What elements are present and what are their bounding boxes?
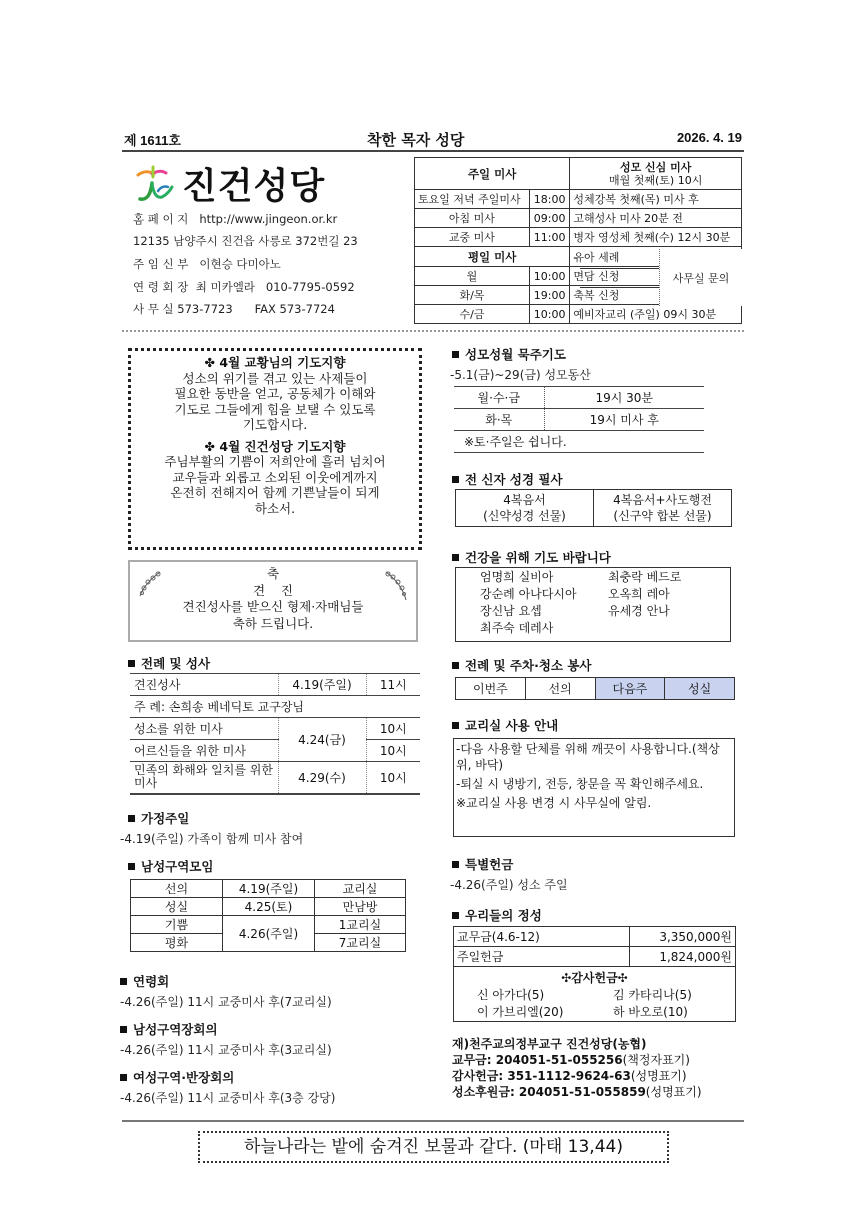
rosary-note: ※토·주일은 쉽니다. xyxy=(454,431,704,453)
classroom-heading: 교리실 사용 안내 xyxy=(452,716,558,734)
bullet-square-icon xyxy=(120,978,127,985)
masthead xyxy=(122,130,744,152)
bullet-square-icon xyxy=(452,554,459,561)
account-note: (성명표기) xyxy=(630,1069,687,1083)
classroom-notice-box xyxy=(453,738,735,837)
footer-divider xyxy=(122,1120,744,1122)
parish-name: 진건성당 xyxy=(182,165,326,207)
rite-name: 민족의 화해와 일치를 위한 미사 xyxy=(130,762,278,794)
rite-name: 어르신들을 위한 미사 xyxy=(130,740,278,762)
bible-item: 4복음서+사도행전 xyxy=(613,493,712,507)
sacred-heart-header: 성모 신심 미사 xyxy=(619,160,692,174)
rosary-days: 월·수·금 xyxy=(454,387,544,409)
table-row xyxy=(454,409,704,431)
classroom-rule: ※교리실 사용 변경 시 사무실에 알림. xyxy=(456,796,652,810)
divider xyxy=(580,268,659,269)
rosary-table xyxy=(454,386,704,453)
table-row xyxy=(130,718,420,740)
mass-row xyxy=(415,305,742,324)
person-name: 엄명희 실비아 xyxy=(480,570,554,584)
mass-row xyxy=(415,209,742,228)
notice-line: -4.26(주일) 11시 교중미사 후(3교리실) xyxy=(120,1043,332,1057)
divider xyxy=(580,287,659,288)
special-offering-heading: 특별헌금 xyxy=(452,855,513,873)
person-name: 강순례 아나다시아 xyxy=(480,587,577,601)
section-divider xyxy=(122,330,744,332)
person-name: 장신남 요셉 xyxy=(480,604,542,618)
pope-intention-line: 기도합시다. xyxy=(242,417,308,432)
congrats-subtitle: 견 진 xyxy=(252,582,294,598)
bullet-square-icon xyxy=(128,660,135,667)
table-row xyxy=(454,947,736,967)
bullet-square-icon xyxy=(452,476,459,483)
parish-intention-line: 온전히 전해지어 함께 기쁜날들이 되게 xyxy=(170,485,380,500)
bible-item: 4복음서 xyxy=(503,493,546,507)
account-note: (책정자표기) xyxy=(622,1053,690,1067)
table-row xyxy=(130,674,420,696)
rite-name: 견진성사 xyxy=(130,674,278,696)
duty-table xyxy=(455,677,735,700)
rite-time: 10시 xyxy=(366,740,420,762)
table-row xyxy=(130,696,420,718)
this-week-group: 선의 xyxy=(525,678,595,700)
offerings-table xyxy=(453,926,736,1022)
rite-table xyxy=(130,673,420,795)
group-name: 기쁨 xyxy=(131,916,223,934)
prayer-intentions-box xyxy=(128,348,422,550)
funeral-assoc-info: 연 령 회 장 최 미카엘라 010-7795-0592 xyxy=(133,280,355,294)
mens-district-table xyxy=(130,879,406,952)
rite-name: 성소를 위한 미사 xyxy=(130,718,278,740)
next-week-group: 성실 xyxy=(665,678,735,700)
mass-note: 성체강복 첫째(목) 미사 후 xyxy=(570,190,742,209)
bullet-square-icon xyxy=(120,1074,127,1081)
rite-celebrant: 주 례: 손희송 베네딕토 교구장님 xyxy=(130,696,420,718)
donor-name: 신 아가다(5) xyxy=(477,988,545,1002)
bible-gift: (신약성경 선물) xyxy=(483,509,566,523)
bible-heading: 전 신자 성경 필사 xyxy=(452,470,563,488)
mass-name: 교중 미사 xyxy=(415,228,530,247)
office-phone-info: 사 무 실 573-7723 FAX 573-7724 xyxy=(133,302,335,316)
mass-time: 18:00 xyxy=(529,190,570,209)
person-name: 오옥희 레아 xyxy=(608,587,670,601)
group-name: 평화 xyxy=(131,934,223,952)
rite-date: 4.29(수) xyxy=(278,762,366,794)
rosary-days: 화·목 xyxy=(454,409,544,431)
rite-date: 4.19(주일) xyxy=(278,674,366,696)
classroom-rule: -다음 사용할 단체를 위해 깨끗이 사용합니다.(책상 위, 바닥) xyxy=(456,742,720,772)
offerings-heading: 우리들의 정성 xyxy=(452,906,542,924)
rite-time: 10시 xyxy=(366,762,420,794)
mass-note: 고해성사 미사 20분 전 xyxy=(570,209,742,228)
bible-table xyxy=(455,489,732,527)
pastor-info: 주 임 신 부 이현승 다미아노 xyxy=(133,257,281,271)
congrats-box xyxy=(128,560,418,642)
table-row xyxy=(131,880,406,898)
meet-date: 4.26(주일) xyxy=(223,916,315,952)
this-week-label: 이번주 xyxy=(456,678,526,700)
meet-date: 4.25(토) xyxy=(223,898,315,916)
mass-name: 아침 미사 xyxy=(415,209,530,228)
mass-time: 11:00 xyxy=(529,228,570,247)
account-number: 성소후원금: 204051-51-055859 xyxy=(452,1085,646,1099)
bullet-square-icon xyxy=(452,351,459,358)
meet-place: 교리실 xyxy=(315,880,406,898)
rite-heading: 전례 및 성사 xyxy=(128,654,210,672)
person-name: 유세경 안나 xyxy=(608,604,670,618)
meet-place: 만남방 xyxy=(315,898,406,916)
rite-time: 10시 xyxy=(366,718,420,740)
mass-note: 축복 신청 xyxy=(573,289,620,302)
mass-row xyxy=(415,228,742,247)
bullet-square-icon xyxy=(452,722,459,729)
donor-name: 이 가브리엘(20) xyxy=(477,1005,564,1019)
table-row xyxy=(131,898,406,916)
rosary-heading: 성모성월 묵주기도 xyxy=(452,345,566,363)
mass-time: 10:00 xyxy=(529,267,570,286)
mass-row xyxy=(415,190,742,209)
mass-time: 09:00 xyxy=(529,209,570,228)
mass-note: 병자 영성체 첫째(수) 12시 30분 xyxy=(570,228,742,247)
classroom-rule: -퇴실 시 냉방기, 전등, 창문을 꼭 확인해주세요. xyxy=(456,777,704,791)
flower-ornament-icon xyxy=(136,566,164,602)
parish-intention-line: 하소서. xyxy=(254,500,296,516)
parish-intention-line: 교우들과 외롭고 소외된 이웃에게까지 xyxy=(172,469,378,485)
rite-date: 4.24(금) xyxy=(278,718,366,762)
sacred-heart-sub: 매월 첫째(토) 10시 xyxy=(609,173,703,187)
special-offering-line: -4.26(주일) 성소 주일 xyxy=(450,878,568,892)
bullet-square-icon xyxy=(452,912,459,919)
notice-heading: 여성구역·반장회의 xyxy=(120,1068,234,1086)
office-inquiry-cell xyxy=(659,249,742,306)
flower-ornament-icon xyxy=(382,566,410,602)
account-number: 감사헌금: 351-1112-9624-63 xyxy=(452,1069,631,1083)
pope-intention-line: 필요한 동반을 얻고, 공동체가 이해와 xyxy=(174,386,376,401)
bulletin-title: 착한 목자 성당 xyxy=(367,131,465,149)
scripture-quote: 하늘나라는 밭에 숨겨진 보물과 같다. (마태 13,44) xyxy=(198,1131,669,1163)
offering-label: 교무금(4.6-12) xyxy=(454,927,630,947)
bullet-square-icon xyxy=(120,1026,127,1033)
pope-intention-line: 기도로 그들에게 힘을 보탤 수 있도록 xyxy=(174,401,376,417)
table-row xyxy=(454,431,704,453)
table-row xyxy=(130,762,420,794)
notice-line: -4.26(주일) 11시 교중미사 후(3층 강당) xyxy=(120,1091,336,1105)
issue-number: 제 1611호 xyxy=(124,133,181,148)
address-info: 12135 남양주시 진건읍 사릉로 372번길 23 xyxy=(133,234,358,248)
parish-intention-title: ✤ 4월 진건성당 기도지향 xyxy=(204,438,346,454)
bible-gift: (신구약 합본 선물) xyxy=(613,509,712,523)
thanks-offering-title: ✣감사헌금✣ xyxy=(561,971,628,985)
mass-time: 19:00 xyxy=(529,286,570,305)
table-row xyxy=(454,387,704,409)
weekday-mass-header: 평일 미사 xyxy=(415,247,570,267)
rite-time: 11시 xyxy=(366,674,420,696)
mass-name: 월 xyxy=(415,267,530,286)
family-sunday-heading: 가정주일 xyxy=(128,809,189,827)
notice-line: -4.26(주일) 11시 교중미사 후(7교리실) xyxy=(120,995,332,1009)
mens-district-heading: 남성구역모임 xyxy=(128,857,213,875)
duty-heading: 전례 및 주차·청소 봉사 xyxy=(452,656,591,674)
person-name: 최주숙 데레사 xyxy=(480,621,554,635)
health-heading: 건강을 위해 기도 바랍니다 xyxy=(452,548,611,566)
meet-date: 4.19(주일) xyxy=(223,880,315,898)
notice-heading: 연령회 xyxy=(120,972,169,990)
bullet-square-icon xyxy=(452,662,459,669)
bullet-square-icon xyxy=(128,863,135,870)
sunday-mass-header: 주일 미사 xyxy=(415,158,570,190)
bullet-square-icon xyxy=(452,861,459,868)
bullet-square-icon xyxy=(128,815,135,822)
rosary-period: -5.1(금)~29(금) 성모동산 xyxy=(450,368,591,382)
next-week-label: 다음주 xyxy=(595,678,665,700)
offering-amount: 1,824,000원 xyxy=(630,947,736,967)
table-row xyxy=(131,916,406,934)
person-name: 최충락 베드로 xyxy=(608,570,682,584)
pope-intention-line: 성소의 위기를 겪고 있는 사제들이 xyxy=(182,370,368,386)
mass-time: 10:00 xyxy=(529,305,570,324)
meet-place: 7교리실 xyxy=(315,934,406,952)
parish-intention-line: 주님부활의 기쁨이 저희안에 흘러 넘치어 xyxy=(164,454,386,469)
congrats-line: 축하 드립니다. xyxy=(232,615,314,631)
offering-amount: 3,350,000원 xyxy=(630,927,736,947)
office-inquiry-label: 사무실 문의 xyxy=(672,271,730,285)
notice-heading: 남성구역장회의 xyxy=(120,1020,218,1038)
parish-emblem-icon xyxy=(132,161,176,205)
account-note: (성명표기) xyxy=(645,1085,702,1099)
rosary-time: 19시 미사 후 xyxy=(544,409,704,431)
table-row xyxy=(130,740,420,762)
mass-note: 예비자교리 (주일) 09시 30분 xyxy=(570,305,742,324)
mass-note: 면담 신청 xyxy=(573,270,620,283)
infant-baptism-label: 유아 세례 xyxy=(573,250,620,264)
group-name: 선의 xyxy=(131,880,223,898)
bank-info xyxy=(452,1036,702,1100)
meet-place: 1교리실 xyxy=(315,916,406,934)
mass-name: 화/목 xyxy=(415,286,530,305)
donor-name: 하 바오로(10) xyxy=(613,1005,688,1019)
congrats-line: 견진성사를 받으신 형제·자매님들 xyxy=(182,599,364,614)
issue-date: 2026. 4. 19 xyxy=(676,130,742,145)
account-number: 교무금: 204051-51-055256 xyxy=(452,1053,623,1067)
bank-title: 재)천주교의정부교구 진건성당(농협) xyxy=(452,1037,647,1051)
mass-name: 토요일 저녁 주일미사 xyxy=(415,190,530,209)
group-name: 성실 xyxy=(131,898,223,916)
mass-name: 수/금 xyxy=(415,305,530,324)
donor-name: 김 카타리나(5) xyxy=(613,988,692,1002)
offering-label: 주일헌금 xyxy=(454,947,630,967)
parish-logo xyxy=(132,160,362,206)
homepage-info: 홈 페 이 지 http://www.jingeon.or.kr xyxy=(133,212,338,226)
rosary-time: 19시 30분 xyxy=(544,387,704,409)
pope-intention-title: ✤ 4월 교황님의 기도지향 xyxy=(204,355,346,370)
table-row xyxy=(454,927,736,947)
congrats-title: 축 xyxy=(266,566,280,581)
health-names-box xyxy=(455,567,731,642)
family-sunday-line: -4.19(주일) 가족이 함께 미사 참여 xyxy=(120,832,304,846)
